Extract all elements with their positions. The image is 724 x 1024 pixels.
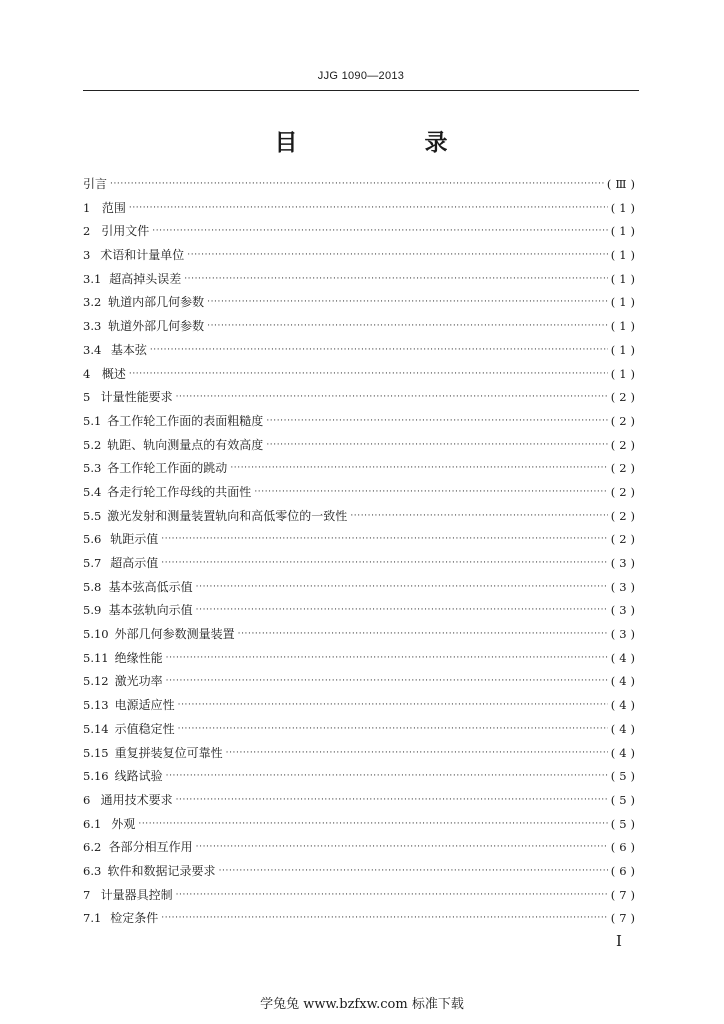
toc-entry-number: 5.6	[83, 532, 102, 547]
dot-leader	[196, 582, 608, 592]
toc-entry-number: 5.9	[83, 603, 102, 618]
toc-entry-number: 5.5	[83, 508, 102, 523]
toc-entry-page: (3)	[610, 603, 639, 618]
toc-entry-title: 示值稳定性	[114, 721, 175, 736]
toc-entry-title: 线路试验	[114, 769, 163, 784]
toc-entry[interactable]	[83, 696, 639, 720]
toc-entry-page: (4)	[610, 721, 639, 736]
dot-leader	[176, 890, 608, 900]
dot-leader	[184, 274, 608, 284]
toc-entry-title: 基本弦	[110, 342, 147, 357]
dot-leader	[350, 511, 607, 521]
toc-entry-title: 引用文件	[101, 224, 150, 239]
toc-entry-title: 超高掉头误差	[109, 271, 182, 286]
toc-entry[interactable]	[83, 436, 639, 460]
dot-leader	[187, 250, 607, 260]
toc-entry[interactable]	[83, 412, 639, 436]
toc-entry-number: 3.3	[83, 319, 102, 334]
dot-leader	[129, 369, 608, 379]
dot-leader	[152, 226, 607, 236]
toc-entry-page: (6)	[610, 840, 639, 855]
toc-entry-number: 3	[83, 248, 91, 263]
table-of-contents	[83, 175, 639, 933]
toc-entry-page: (3)	[610, 556, 639, 570]
dot-leader	[207, 321, 608, 331]
toc-entry-number: 6.2	[83, 840, 102, 855]
toc-entry-number: 7.1	[83, 911, 102, 926]
toc-entry-title: 各部分相互作用	[108, 840, 193, 855]
toc-entry-page: (3)	[610, 579, 639, 594]
dot-leader	[161, 913, 607, 923]
toc-entry-page: (6)	[610, 863, 639, 878]
toc-entry[interactable]	[83, 246, 639, 270]
toc-entry-title: 术语和计量单位	[100, 248, 185, 263]
toc-entry-title: 计量性能要求	[100, 390, 173, 405]
toc-entry[interactable]	[83, 886, 639, 910]
dot-leader	[226, 748, 608, 758]
toc-entry-number: 1	[83, 200, 91, 215]
toc-entry-title: 范围	[101, 200, 126, 215]
toc-entry-page: (2)	[610, 437, 639, 452]
toc-entry[interactable]	[83, 222, 639, 246]
toc-entry[interactable]	[83, 625, 639, 649]
dot-leader	[129, 203, 608, 213]
toc-entry-number: 6	[83, 792, 91, 807]
toc-entry-page: (1)	[610, 319, 639, 334]
toc-entry-number: 6.3	[83, 863, 102, 878]
toc-entry-title: 绝缘性能	[114, 650, 163, 665]
toc-entry-number: 5.15	[83, 745, 109, 760]
toc-entry-title: 轨道外部几何参数	[108, 319, 205, 334]
toc-entry-title: 检定条件	[110, 911, 159, 926]
toc-entry[interactable]	[83, 483, 639, 507]
dot-leader	[238, 629, 608, 639]
toc-entry[interactable]	[83, 767, 639, 791]
toc-entry-title: 各走行轮工作母线的共面性	[107, 484, 252, 499]
dot-leader	[196, 842, 608, 852]
toc-entry-number: 4	[83, 366, 91, 381]
toc-entry-number: 5.11	[83, 650, 109, 665]
toc-entry-title: 轨道内部几何参数	[108, 295, 205, 310]
toc-entry[interactable]	[83, 293, 639, 317]
toc-entry-title: 基本弦轨向示值	[108, 603, 193, 618]
toc-entry[interactable]	[83, 672, 639, 696]
dot-leader	[150, 345, 608, 355]
toc-entry-title: 轨距、轨向测量点的有效高度	[107, 437, 264, 452]
toc-entry[interactable]	[83, 175, 639, 199]
toc-entry[interactable]	[83, 365, 639, 389]
toc-entry[interactable]	[83, 554, 639, 578]
toc-entry-page: (1)	[610, 248, 639, 263]
toc-entry-title: 通用技术要求	[100, 792, 173, 807]
toc-entry-title: 各工作轮工作面的表面粗糙度	[107, 413, 264, 428]
toc-entry-page: (2)	[610, 532, 639, 547]
toc-entry-title: 软件和数据记录要求	[107, 863, 216, 878]
toc-entry-page: (2)	[610, 413, 639, 428]
toc-entry[interactable]	[83, 791, 639, 815]
toc-entry-page: (5)	[610, 792, 639, 807]
toc-entry[interactable]	[83, 388, 639, 412]
toc-entry-number: 5.7	[83, 556, 102, 570]
toc-entry-title: 引言	[83, 177, 108, 191]
toc-entry[interactable]	[83, 199, 639, 223]
toc-entry-title: 计量器具控制	[100, 887, 173, 902]
toc-entry-page: (2)	[610, 484, 639, 499]
toc-entry-page: (1)	[610, 271, 639, 286]
toc-entry-number: 5.10	[83, 627, 109, 642]
toc-entry-page: (5)	[610, 769, 639, 784]
toc-entry-number: 7	[83, 887, 91, 902]
toc-entry-number: 3.1	[83, 271, 102, 286]
toc-entry-page: (4)	[610, 698, 639, 713]
toc-entry-title: 各工作轮工作面的跳动	[107, 461, 228, 476]
toc-entry[interactable]	[83, 862, 639, 886]
dot-leader	[166, 676, 608, 686]
toc-entry[interactable]	[83, 601, 639, 625]
header-divider	[83, 90, 639, 91]
toc-entry-number: 5.12	[83, 674, 109, 689]
toc-entry[interactable]	[83, 649, 639, 673]
toc-entry-title: 轨距示值	[110, 532, 159, 547]
toc-entry-number: 3.2	[83, 295, 102, 310]
dot-leader	[176, 795, 608, 805]
toc-entry-page: (5)	[610, 816, 639, 831]
toc-entry[interactable]	[83, 341, 639, 365]
toc-entry-number: 3.4	[83, 342, 102, 357]
toc-entry-page: (Ⅲ)	[606, 177, 639, 191]
toc-entry-number: 2	[83, 224, 91, 239]
dot-leader	[266, 416, 607, 426]
toc-entry[interactable]	[83, 530, 639, 554]
toc-entry-title: 外观	[111, 816, 136, 831]
toc-entry-title: 基本弦高低示值	[108, 579, 193, 594]
dot-leader	[138, 819, 607, 829]
running-header: JJG 1090—2013	[317, 70, 405, 82]
dot-leader	[254, 487, 607, 497]
dot-leader	[166, 653, 608, 663]
toc-entry[interactable]	[83, 270, 639, 294]
toc-entry[interactable]	[83, 744, 639, 768]
toc-entry[interactable]	[83, 909, 639, 933]
toc-entry-title: 概述	[101, 366, 126, 381]
page-title: 目 录	[274, 130, 500, 156]
toc-entry-page: (4)	[610, 650, 639, 665]
toc-entry-number: 6.1	[83, 816, 102, 831]
dot-leader	[196, 605, 608, 615]
toc-entry-page: (2)	[610, 461, 639, 476]
dot-leader	[161, 534, 607, 544]
toc-entry-page: (4)	[610, 745, 639, 760]
toc-entry[interactable]	[83, 459, 639, 483]
toc-entry-number: 5.13	[83, 698, 109, 713]
toc-entry[interactable]	[83, 838, 639, 862]
dot-leader	[178, 700, 608, 710]
toc-entry-title: 超高示值	[110, 556, 159, 570]
dot-leader	[230, 463, 607, 473]
page-number: Ⅰ	[616, 932, 622, 950]
dot-leader	[266, 440, 607, 450]
toc-entry-title: 电源适应性	[114, 698, 175, 713]
toc-entry-page: (2)	[610, 508, 639, 523]
toc-entry-page: (7)	[610, 887, 639, 902]
toc-entry-page: (7)	[610, 911, 639, 926]
dot-leader	[176, 392, 608, 402]
dot-leader	[110, 179, 604, 189]
toc-entry-title: 重复拼装复位可靠性	[114, 745, 223, 760]
toc-entry-page: (4)	[610, 674, 639, 689]
toc-entry-number: 5	[83, 390, 91, 405]
dot-leader	[166, 771, 608, 781]
toc-entry-number: 5.8	[83, 579, 102, 594]
toc-entry[interactable]	[83, 815, 639, 839]
toc-entry-title: 激光功率	[114, 674, 163, 689]
toc-entry-number: 5.1	[83, 413, 102, 428]
toc-entry-number: 5.2	[83, 437, 102, 452]
toc-entry[interactable]	[83, 507, 639, 531]
toc-entry[interactable]	[83, 317, 639, 341]
toc-entry[interactable]	[83, 720, 639, 744]
dot-leader	[207, 297, 608, 307]
toc-entry-number: 5.3	[83, 461, 102, 476]
toc-entry-title: 激光发射和测量装置轨向和高低零位的一致性	[107, 508, 348, 523]
toc-entry-number: 5.16	[83, 769, 109, 784]
dot-leader	[219, 866, 608, 876]
toc-entry-page: (1)	[610, 200, 639, 215]
toc-entry[interactable]	[83, 578, 639, 602]
toc-entry-page: (2)	[610, 390, 639, 405]
footer-watermark: 学兔兔 www.bzfxw.com 标准下载	[260, 997, 464, 1012]
dot-leader	[178, 724, 608, 734]
toc-entry-page: (1)	[610, 342, 639, 357]
toc-entry-title: 外部几何参数测量装置	[114, 627, 235, 642]
toc-entry-page: (1)	[610, 224, 639, 239]
toc-entry-page: (1)	[610, 295, 639, 310]
toc-entry-page: (3)	[610, 627, 639, 642]
toc-entry-number: 5.14	[83, 721, 109, 736]
dot-leader	[161, 558, 607, 568]
toc-entry-page: (1)	[610, 366, 639, 381]
toc-entry-number: 5.4	[83, 484, 102, 499]
